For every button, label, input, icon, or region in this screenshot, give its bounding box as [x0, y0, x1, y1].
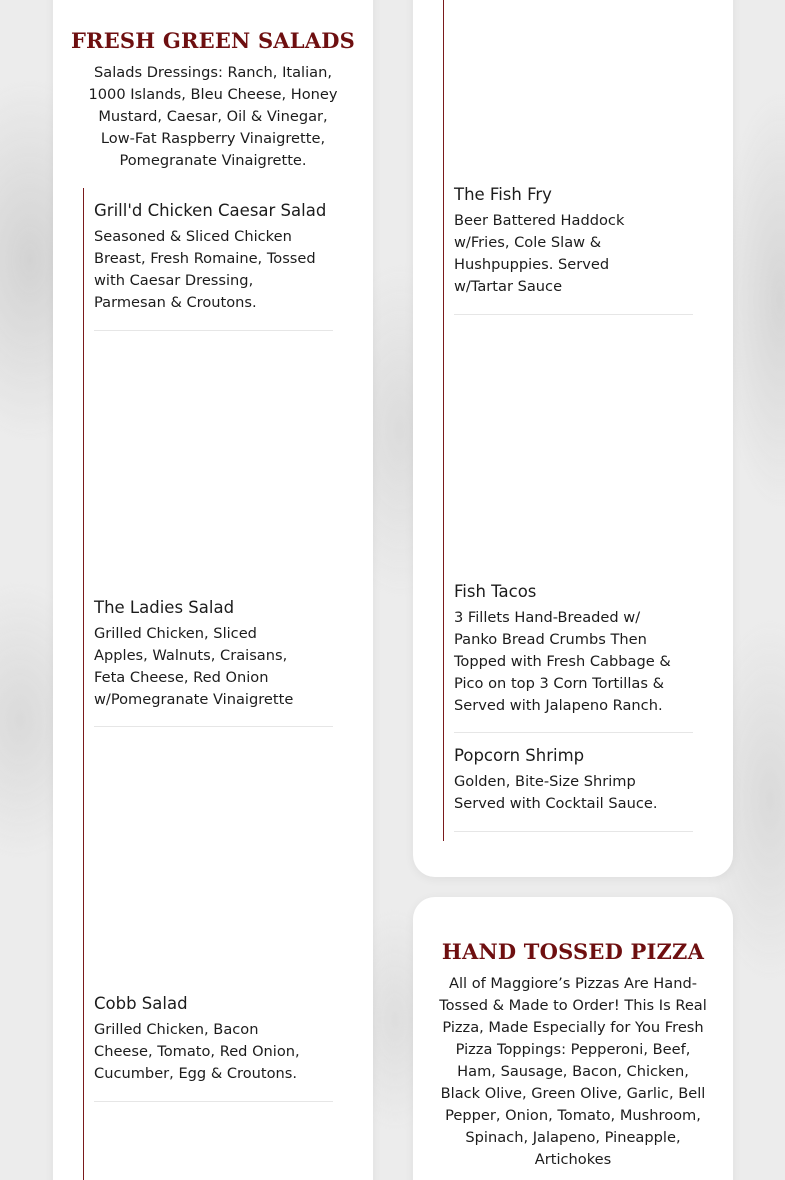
menu-item-name: The Fish Fry — [454, 185, 552, 204]
menu-item-name: Popcorn Shrimp — [454, 746, 585, 765]
menu-item-name: Cobb Salad — [94, 994, 188, 1013]
pizza-card — [413, 897, 733, 1180]
item-divider — [94, 330, 333, 331]
seafood-accent-line — [443, 0, 444, 841]
menu-item[interactable] — [454, 581, 694, 717]
salads-accent-line — [83, 188, 84, 1180]
item-divider — [94, 1101, 333, 1102]
menu-item[interactable] — [94, 200, 334, 314]
menu-item-description: Grilled Chicken, Sliced Apples, Walnuts, Craisans, Feta Cheese, Red Onion w/Pomegranate Vinaigrette — [94, 625, 294, 708]
seafood-card — [413, 0, 733, 877]
menu-item[interactable] — [454, 184, 694, 298]
menu-item-name: Fish Tacos — [454, 582, 537, 601]
menu-item[interactable] — [454, 745, 694, 815]
pizza-description: All of Maggiore’s Pizzas Are Hand-Tossed & Made to Order! This Is Real Pizza, Made Especially for You Fresh Pizza Toppings: Pepperoni, Beef, Ham, Sausage, Bacon, Chicken, Black Olive, Green Olive, Garlic, Bell Pepper, Onion, Tomato, Mushroom, Spinach, Jalapeno, Pineapple, Artichokes — [439, 975, 707, 1168]
item-divider — [454, 732, 693, 733]
menu-item-name: The Ladies Salad — [94, 598, 235, 617]
menu-item[interactable] — [94, 597, 334, 711]
menu-item-description: Golden, Bite-Size Shrimp Served with Cocktail Sauce. — [454, 773, 658, 812]
salads-dressings-description: Salads Dressings: Ranch, Italian, 1000 Islands, Bleu Cheese, Honey Mustard, Caesar, Oil & Vinegar, Low-Fat Raspberry Vinaigrette, Pomegranate Vinaigrette. — [88, 64, 338, 169]
menu-item-description: Beer Battered Haddock w/Fries, Cole Slaw & Hushpuppies. Served w/Tartar Sauce — [454, 212, 625, 295]
item-divider — [454, 831, 693, 832]
salads-card — [53, 0, 373, 1180]
item-divider — [94, 726, 333, 727]
item-divider — [454, 314, 693, 315]
pizza-section-title: HAND TOSSED PIZZA — [441, 939, 705, 964]
salads-section-title: FRESH GREEN SALADS — [70, 28, 356, 53]
menu-item-description: Seasoned & Sliced Chicken Breast, Fresh Romaine, Tossed with Caesar Dressing, Parmesan & Croutons. — [94, 228, 316, 311]
menu-item-name: Grill'd Chicken Caesar Salad — [94, 201, 327, 220]
menu-item-description: 3 Fillets Hand-Breaded w/ Panko Bread Crumbs Then Topped with Fresh Cabbage & Pico on top 3 Corn Tortillas & Served with Jalapeno Ranch. — [454, 609, 671, 714]
menu-item-description: Grilled Chicken, Bacon Cheese, Tomato, Red Onion, Cucumber, Egg & Croutons. — [94, 1021, 300, 1082]
menu-item[interactable] — [94, 993, 334, 1085]
